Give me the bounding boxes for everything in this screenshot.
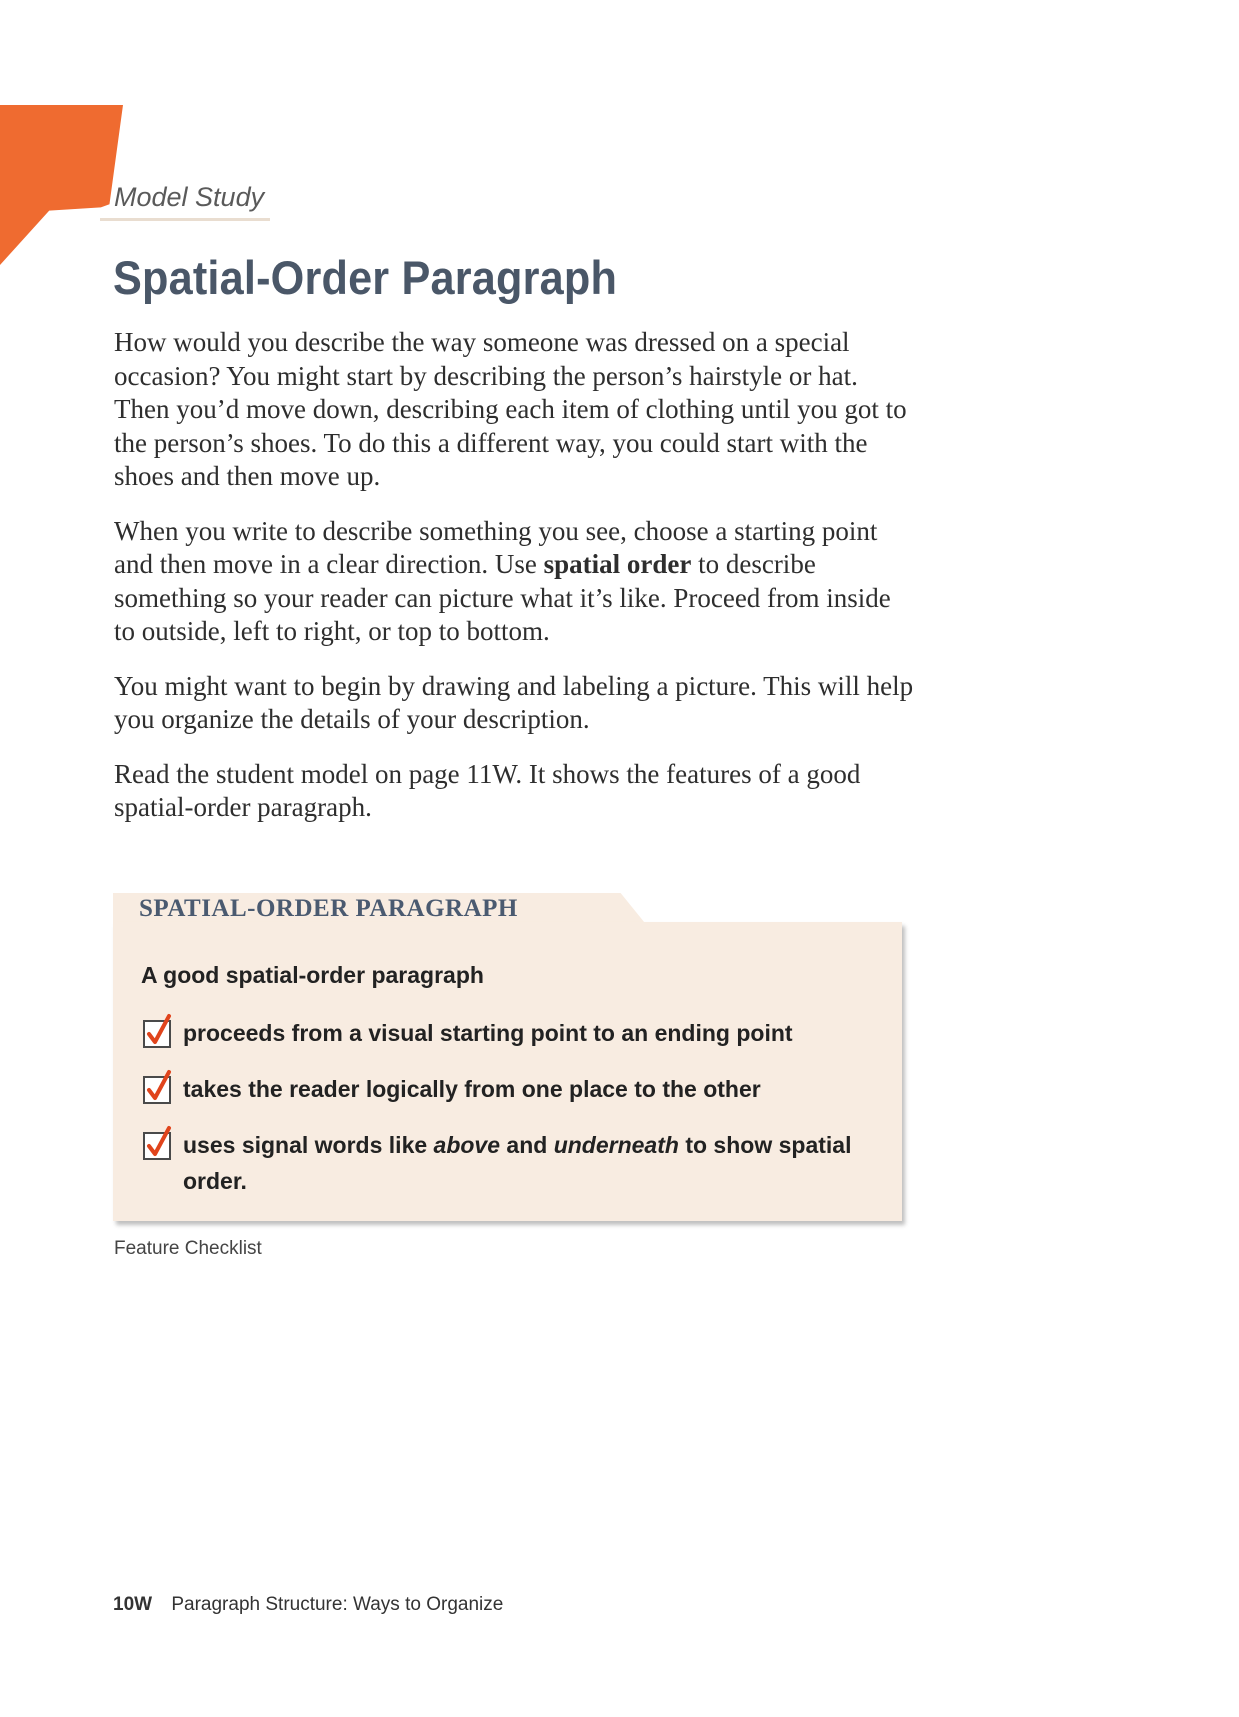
- checklist: [141, 1015, 861, 1219]
- corner-accent: [0, 105, 123, 265]
- section-eyebrow: Model Study: [114, 182, 265, 212]
- checkmark-icon: [143, 1076, 171, 1104]
- checklist-item: [141, 1015, 861, 1051]
- page-number: 10W: [113, 1594, 153, 1615]
- checklist-item-text: proceeds from a visual starting point to an ending point: [183, 1020, 793, 1046]
- item-text-before: uses signal words like: [183, 1132, 434, 1158]
- item-text-after: to show spatial order.: [183, 1132, 852, 1194]
- checklist-item: [141, 1071, 861, 1107]
- paragraph-1: How would you describe the way someone was dressed on a special occasion? You might start by describing the person’s hairstyle or hat. Then you’d move down, describing each item of clothing until you got to the person’s shoes. To do this a different way, you could start with the shoes and then move up.: [114, 327, 907, 491]
- checklist-item: [141, 1127, 861, 1199]
- checkmark-icon: [143, 1132, 171, 1160]
- paragraph-2: [114, 515, 914, 649]
- footer-section-title: Paragraph Structure: Ways to Organize: [171, 1594, 504, 1615]
- signal-word-above: above: [433, 1132, 501, 1158]
- paragraph-2-text-after: to describe something so your reader can picture what it’s like. Proceed from inside to outside, left to right, or top to bottom.: [114, 549, 891, 646]
- checklist-subheading: A good spatial-order paragraph: [141, 962, 484, 988]
- body-text: [114, 326, 914, 846]
- paragraph-2-text-before: When you write to describe something you see, choose a starting point and then move in a clear direction. Use: [114, 515, 878, 579]
- page-footer: [113, 1594, 503, 1616]
- checklist-label: SPATIAL-ORDER PARAGRAPH: [139, 895, 518, 922]
- paragraph-4: Read the student model on page 11W. It shows the features of a good spatial-order paragraph.: [114, 758, 861, 822]
- page-title: Spatial-Order Paragraph: [113, 251, 618, 304]
- eyebrow-underline: [100, 218, 270, 221]
- checklist-item-text: [183, 1132, 851, 1194]
- checkmark-icon: [143, 1020, 171, 1048]
- term-spatial-order: spatial order: [543, 549, 692, 579]
- checklist-caption: Feature Checklist: [114, 1238, 262, 1259]
- checklist-item-text: takes the reader logically from one place to the other: [183, 1076, 761, 1102]
- paragraph-3: You might want to begin by drawing and labeling a picture. This will help you organize the details of your description.: [114, 670, 914, 734]
- item-text-mid: and: [500, 1132, 554, 1158]
- signal-word-underneath: underneath: [553, 1132, 679, 1158]
